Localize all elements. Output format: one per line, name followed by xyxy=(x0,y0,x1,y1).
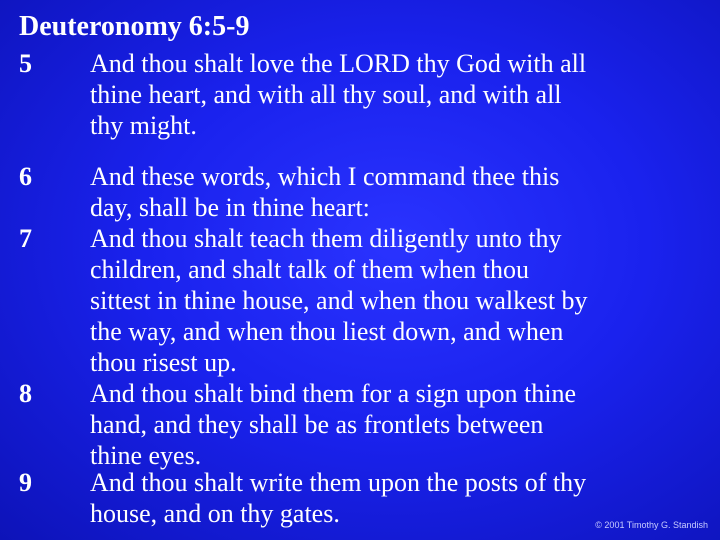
verse-line: house, and on thy gates. xyxy=(90,499,340,528)
verse-line: thou risest up. xyxy=(90,348,237,377)
verse-line: children, and shalt talk of them when thou xyxy=(90,255,530,284)
verse-line: the way, and when thou liest down, and when xyxy=(90,317,564,346)
verse-text xyxy=(90,223,712,378)
slide-title: Deuteronomy 6:5-9 xyxy=(19,11,250,42)
verse-number: 7 xyxy=(19,224,32,253)
verse-line: thy might. xyxy=(90,111,197,140)
verse-number: 8 xyxy=(19,379,32,408)
verse-line: sittest in thine house, and when thou walkest by xyxy=(90,286,588,315)
verse-text xyxy=(90,48,712,141)
verse-line: thine heart, and with all thy soul, and with all xyxy=(90,80,562,109)
verse-number: 5 xyxy=(19,49,32,78)
verse-line: And thou shalt love the LORD thy God with all xyxy=(90,49,587,78)
verse-number: 6 xyxy=(19,162,32,191)
verse-line: And thou shalt write them upon the posts of thy xyxy=(90,468,587,497)
verse-line: hand, and they shall be as frontlets between xyxy=(90,410,544,439)
verse-line: thine eyes. xyxy=(90,441,202,470)
verse-line: And these words, which I command thee this xyxy=(90,162,560,191)
verse-line: And thou shalt bind them for a sign upon thine xyxy=(90,379,577,408)
verse-line: And thou shalt teach them diligently unto thy xyxy=(90,224,562,253)
copyright-notice: © 2001 Timothy G. Standish xyxy=(595,520,708,530)
verse-text xyxy=(90,378,712,471)
verse-text xyxy=(90,161,712,223)
verse-number: 9 xyxy=(19,468,32,497)
verse-line: day, shall be in thine heart: xyxy=(90,193,370,222)
